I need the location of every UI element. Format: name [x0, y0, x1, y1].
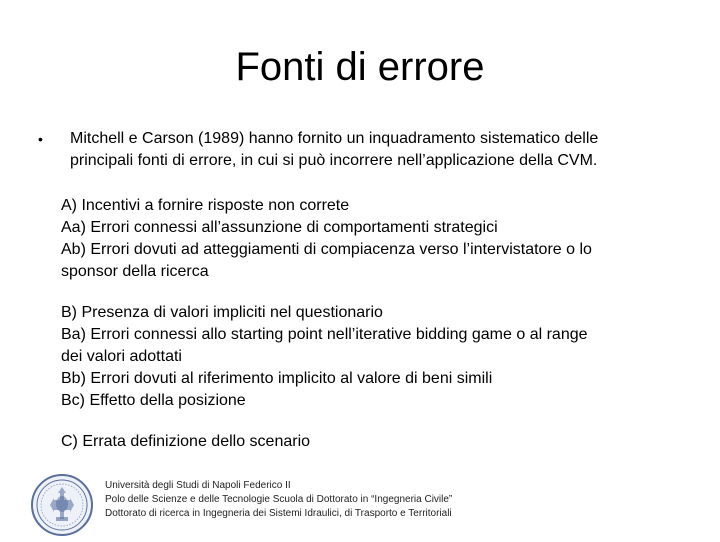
group-b-line: dei valori adottati	[61, 348, 182, 365]
group-a-line: Aa) Errori connessi all’assunzione di comportamenti strategici	[61, 219, 498, 236]
group-b-line: Bc) Effetto della posizione	[61, 392, 246, 409]
bullet-marker: •	[38, 131, 43, 147]
footer-university: Università degli Studi di Napoli Federico II	[105, 480, 291, 491]
group-b	[61, 302, 681, 412]
group-b-line: B) Presenza di valori impliciti nel questionario	[61, 304, 383, 321]
group-b-line: Ba) Errori connessi allo starting point nell’iterative bidding game o al range	[61, 326, 588, 343]
group-a-line: sponsor della ricerca	[61, 263, 209, 280]
group-c	[61, 431, 681, 453]
footer-school: Polo delle Scienze e delle Tecnologie Scuola di Dottorato in “Ingegneria Civile”	[105, 494, 453, 505]
group-a-line: A) Incentivi a fornire risposte non correte	[61, 197, 350, 214]
slide-title: Fonti di errore	[235, 45, 485, 89]
group-b-line: Bb) Errori dovuti al riferimento implicito al valore di beni simili	[61, 370, 493, 387]
group-c-line: C) Errata definizione dello scenario	[61, 433, 311, 450]
bullet-text	[70, 128, 696, 172]
university-seal-icon	[30, 473, 94, 537]
bullet-line: Mitchell e Carson (1989) hanno fornito un inquadramento sistematico delle	[70, 130, 599, 147]
bullet-line: principali fonti di errore, in cui si può incorrere nell’applicazione della CVM.	[70, 152, 598, 169]
group-a-line: Ab) Errori dovuti ad atteggiamenti di compiacenza verso l’intervistatore o lo	[61, 241, 592, 258]
group-a	[61, 195, 681, 283]
footer	[105, 479, 705, 521]
footer-doctorate: Dottorato di ricerca in Ingegneria dei Sistemi Idraulici, di Trasporto e Territoriali	[105, 508, 452, 519]
